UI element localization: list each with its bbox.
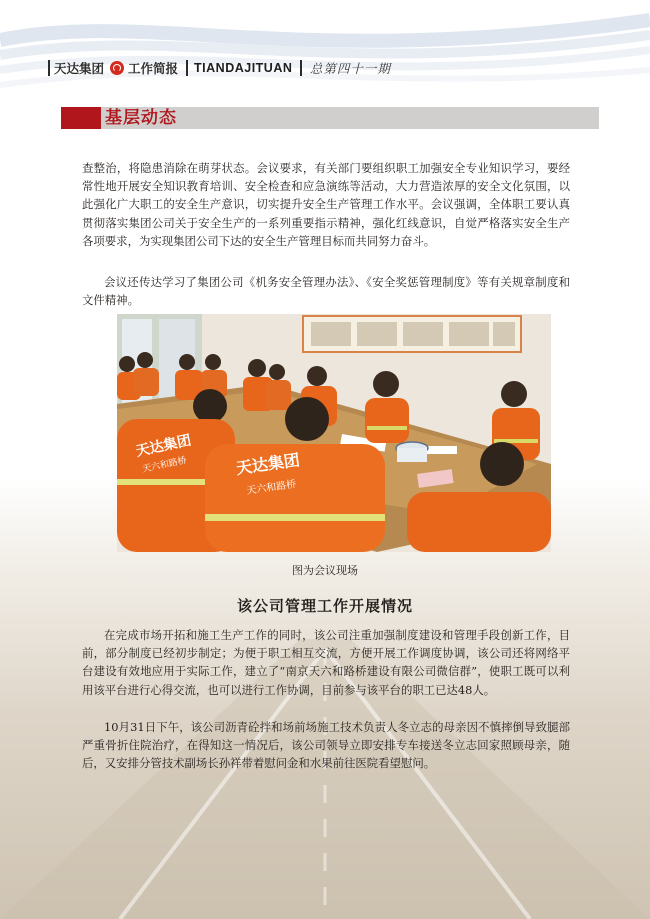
vest-subtext-front-left: 天六和路桥 <box>141 455 188 475</box>
page-header <box>48 58 391 78</box>
paragraph-regulations: 会议还传达学习了集团公司《机务安全管理办法》、《安全奖惩管理制度》等有关规章制度和文件精神。 <box>82 275 570 308</box>
subsection-heading: 该公司管理工作开展情况 <box>236 597 413 615</box>
header-issue-number: 总第四十一期 <box>309 61 391 76</box>
section-title: 基层动态 <box>105 108 177 128</box>
header-left-bar <box>48 60 50 76</box>
paragraph-care-visit: 10月31日下午，该公司沥青砼拌和场前场施工技术负责人冬立志的母亲因不慎摔倒导致腿部严重骨折住院治疗，在得知这一情况后，该公司领导立即安排专车接送冬立志回家照顾母亲，随后，又安排分管技术副场长孙祥带着慰问金和水果前往医院看望慰问。 <box>82 720 570 771</box>
header-latin-name: TIANDAJITUAN <box>194 61 293 75</box>
company-logo-icon <box>110 61 124 75</box>
photo-caption: 图为会议现场 <box>292 564 358 577</box>
meeting-photo <box>117 314 551 552</box>
section-title-bar <box>61 107 599 129</box>
paragraph-management: 在完成市场开拓和施工生产工作的同时，该公司注重加强制度建设和管理手段创新工作，目前，部分制度已经初步制定；为便于职工相互交流，方便开展工作调度协调，该公司还将网络平台建设有效地应用于实际工作，建立了“南京天六和路桥建设有限公司微信群”，使职工既可以利用该平台进行心得交流，也可以进行工作协调，目前参与该平台的职工已达48人。 <box>82 628 570 697</box>
header-separator <box>300 60 302 76</box>
meeting-photo-illustration <box>117 314 551 552</box>
paragraph-safety-meeting: 查整治，将隐患消除在萌芽状态。会议要求，有关部门要组织职工加强安全专业知识学习，要经常性地开展安全知识教育培训、安全检查和应急演练等活动，大力营造浓厚的安全文化氛围，以此强化广大职工的安全生产意识，切实提升安全生产管理工作水平。会议强调，全体职工要认真贯彻落实集团公司关于安全生产的一系列重要指示精神，强化红线意识，自觉严格落实安全生产各项要求，为实现集团公司下达的安全生产管理目标而共同努力奋斗。 <box>82 161 570 248</box>
vest-text-front-left: 天达集团 <box>134 432 193 460</box>
header-wave-decoration <box>0 0 650 95</box>
header-company: 天达集团 <box>54 61 105 76</box>
header-brief: 工作简报 <box>128 61 179 76</box>
vest-text-front-center: 天达集团 <box>234 450 301 478</box>
vest-subtext-front-center: 天六和路桥 <box>245 479 297 497</box>
section-red-block <box>61 107 101 129</box>
header-mid-bar <box>186 60 188 76</box>
